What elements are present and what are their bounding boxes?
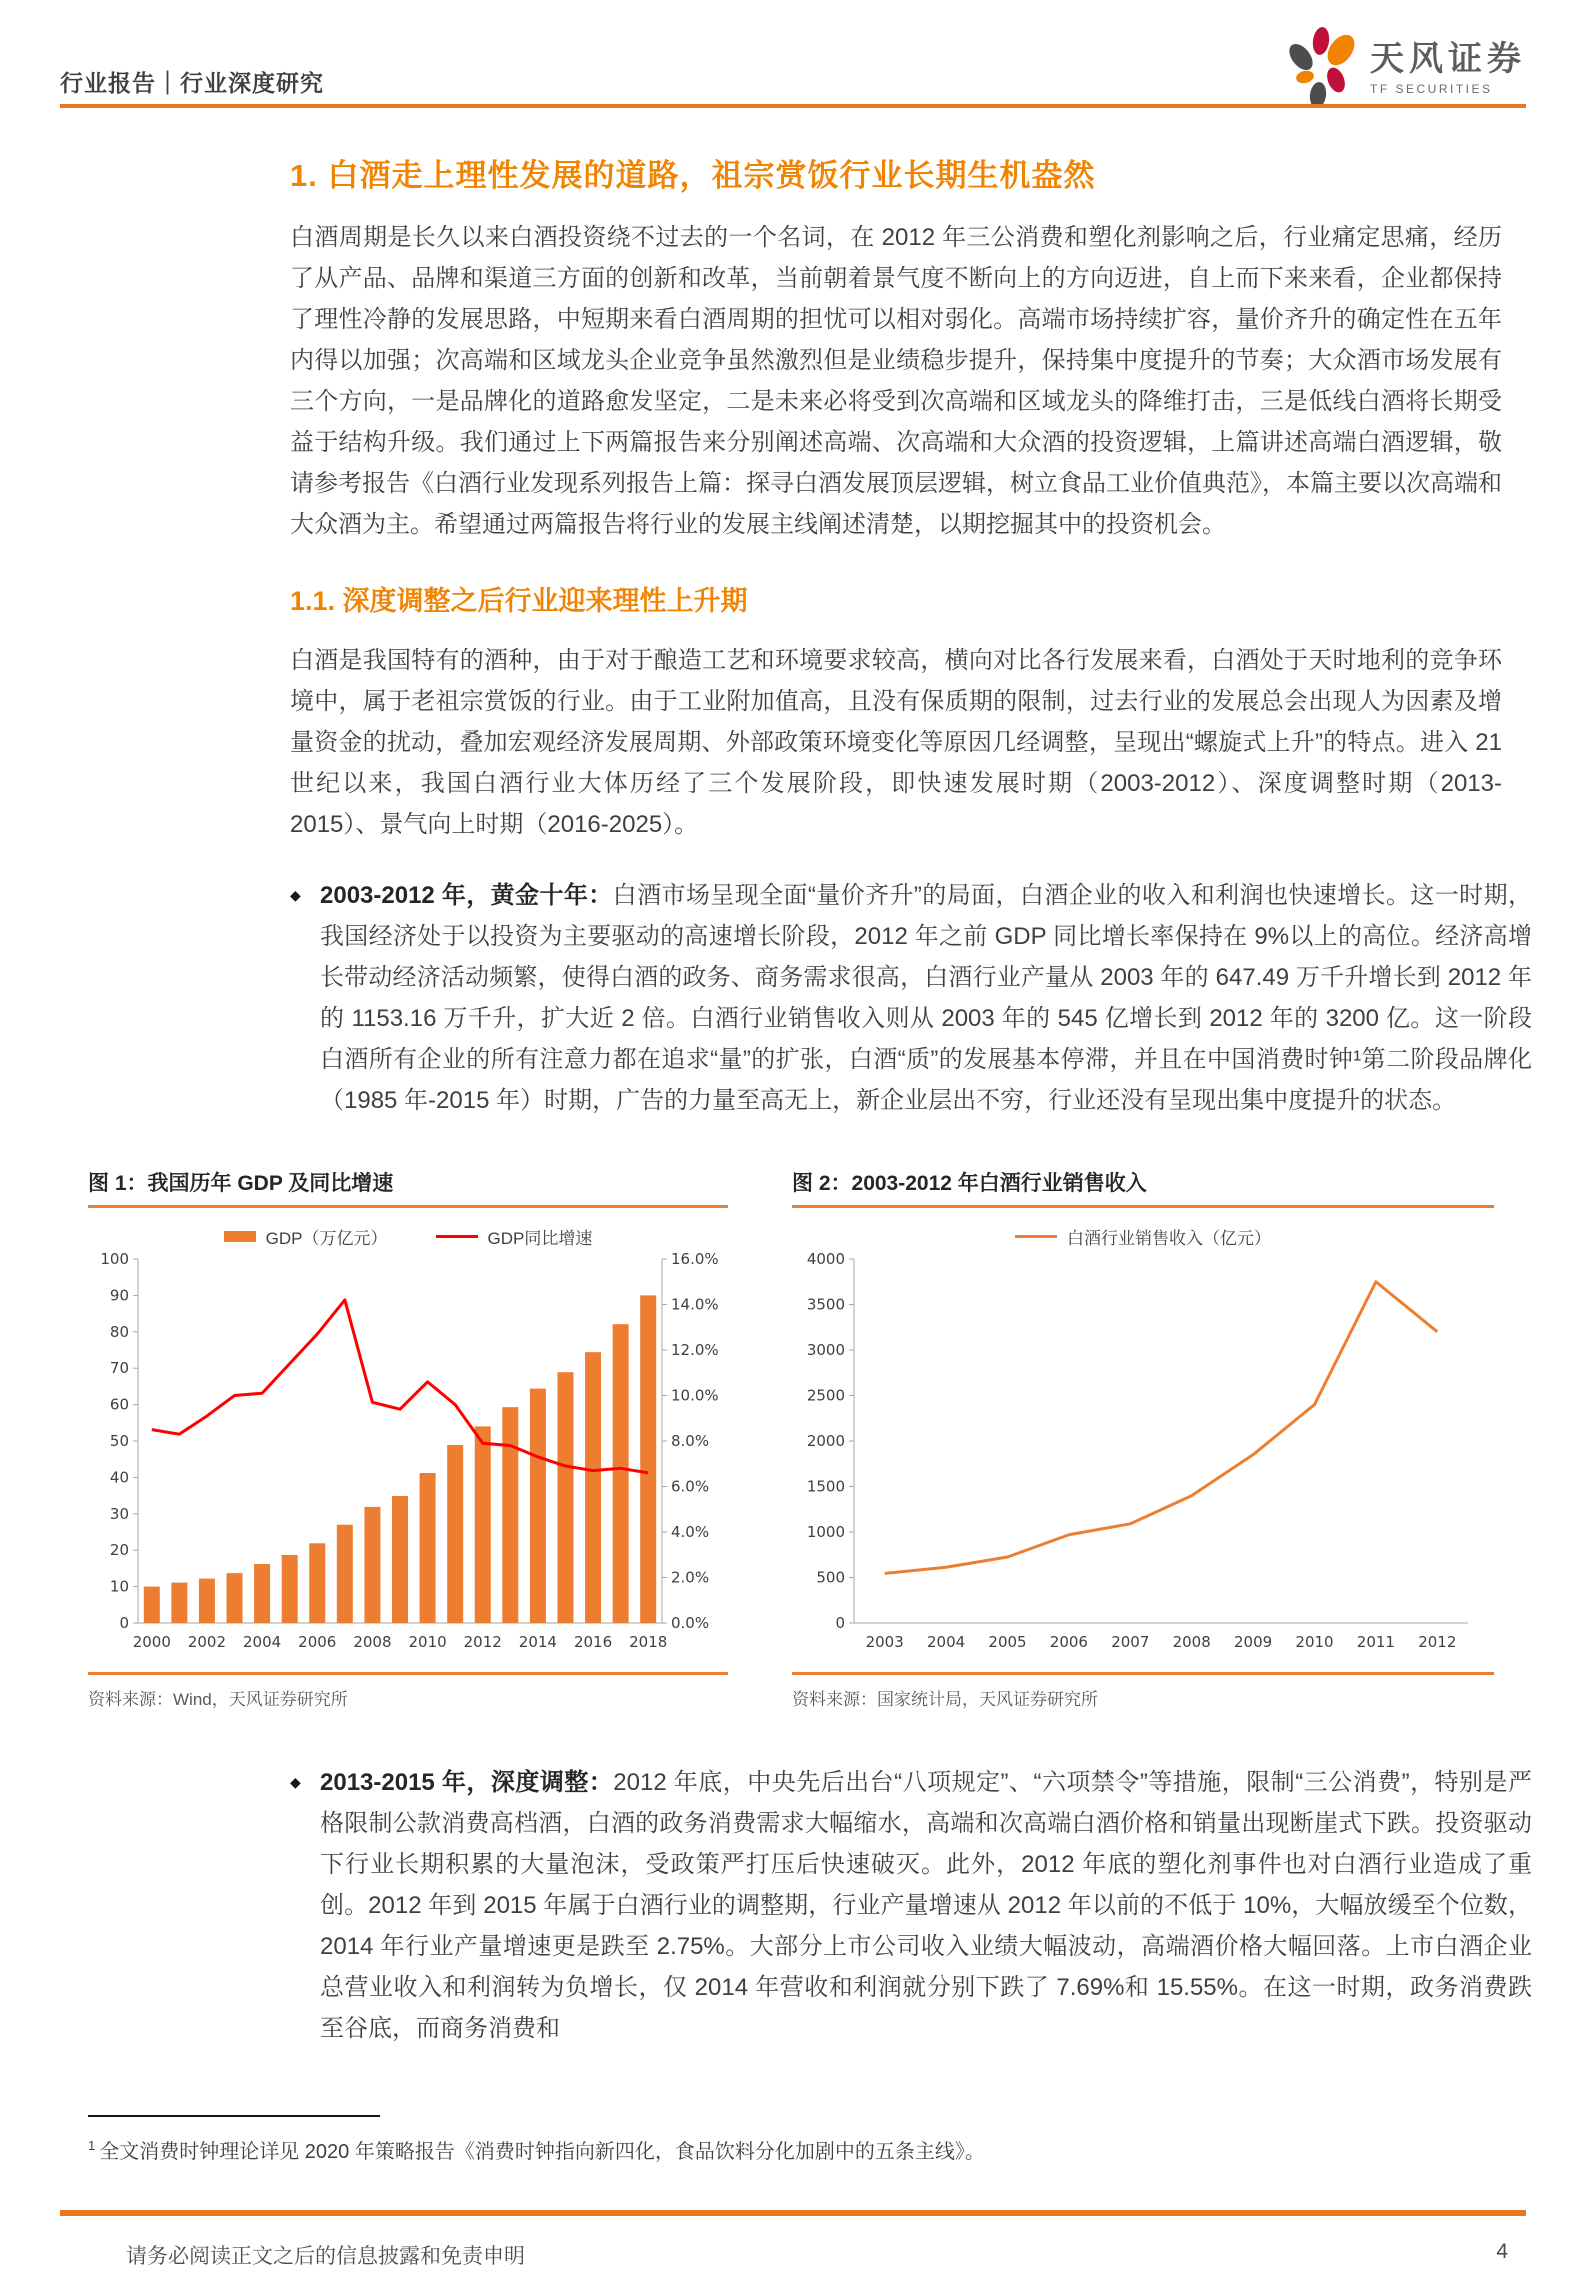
svg-text:0.0%: 0.0% xyxy=(671,1614,710,1632)
logo-text xyxy=(1370,31,1526,96)
svg-text:40: 40 xyxy=(109,1468,129,1487)
svg-text:70: 70 xyxy=(109,1359,129,1378)
svg-text:60: 60 xyxy=(109,1395,129,1414)
baijiu-revenue-line-chart xyxy=(792,1251,1494,1659)
svg-text:1000: 1000 xyxy=(806,1523,845,1541)
svg-text:2.0%: 2.0% xyxy=(671,1568,710,1587)
svg-text:2005: 2005 xyxy=(988,1633,1027,1651)
svg-text:10.0%: 10.0% xyxy=(671,1386,719,1405)
figure-baijiu-legend xyxy=(792,1224,1494,1249)
diamond-bullet-icon: ◆ xyxy=(290,887,301,903)
svg-text:0: 0 xyxy=(835,1614,845,1632)
svg-text:100: 100 xyxy=(100,1251,129,1268)
svg-text:2012: 2012 xyxy=(1418,1633,1457,1651)
figure-bottom-rule xyxy=(88,1672,728,1675)
svg-text:3000: 3000 xyxy=(806,1341,845,1359)
svg-text:2009: 2009 xyxy=(1234,1633,1273,1651)
footnote-text: 全文消费时钟理论详见 2020 年策略报告《消费时钟指向新四化，食品饮料分化加剧中的五条主线》。 xyxy=(99,2141,985,2163)
breadcrumb: 行业报告｜行业深度研究 xyxy=(60,70,324,96)
figure-gdp-source: 资料来源：Wind，天风证券研究所 xyxy=(88,1690,348,1709)
svg-text:8.0%: 8.0% xyxy=(671,1432,710,1450)
footer-row xyxy=(126,2240,1508,2270)
report-body xyxy=(60,150,1532,2049)
page-footer xyxy=(60,2210,1526,2270)
svg-text:4000: 4000 xyxy=(806,1251,845,1268)
figure-baijiu-source: 资料来源：国家统计局，天风证券研究所 xyxy=(792,1690,1098,1709)
svg-text:2008: 2008 xyxy=(1172,1633,1211,1651)
page-number: 4 xyxy=(1496,2240,1508,2263)
svg-text:2006: 2006 xyxy=(298,1633,337,1651)
svg-text:0: 0 xyxy=(119,1614,129,1632)
figure-baijiu-title: 图 2：2003-2012 年白酒行业销售收入 xyxy=(792,1172,1147,1195)
header-divider xyxy=(60,104,1526,108)
svg-text:2000: 2000 xyxy=(132,1633,171,1651)
figure-gdp xyxy=(88,1167,728,1710)
bullet-deep-adjustment-text xyxy=(320,1762,1532,2049)
gdp-growth-legend-swatch xyxy=(436,1235,478,1238)
figure-title-rule xyxy=(88,1205,728,1208)
footer-divider xyxy=(60,2210,1526,2216)
svg-text:2003: 2003 xyxy=(865,1633,904,1651)
svg-text:500: 500 xyxy=(816,1568,845,1587)
bullet-lead: 2013-2015 年，深度调整： xyxy=(320,1769,614,1796)
svg-text:2007: 2007 xyxy=(1111,1633,1150,1651)
svg-text:2010: 2010 xyxy=(408,1633,447,1651)
svg-text:6.0%: 6.0% xyxy=(671,1477,710,1496)
svg-text:2010: 2010 xyxy=(1295,1633,1334,1651)
svg-text:2002: 2002 xyxy=(187,1633,227,1651)
revenue-line-legend-swatch xyxy=(1015,1235,1057,1238)
bullet-deep-adjustment xyxy=(290,1762,1532,2049)
svg-text:2004: 2004 xyxy=(243,1633,282,1651)
bullet-golden-decade-text xyxy=(320,875,1532,1121)
svg-text:90: 90 xyxy=(109,1286,129,1305)
svg-text:4.0%: 4.0% xyxy=(671,1523,710,1541)
bullet-golden-decade xyxy=(290,875,1532,1121)
gdp-bar-legend-label: GDP（万亿元） xyxy=(265,1229,388,1248)
figure-gdp-title: 图 1：我国历年 GDP 及同比增速 xyxy=(88,1172,394,1195)
gdp-growth-legend-label: GDP同比增速 xyxy=(487,1229,593,1248)
svg-text:2016: 2016 xyxy=(573,1633,613,1651)
footnote-marker: 1 xyxy=(88,2138,96,2154)
svg-text:2000: 2000 xyxy=(806,1432,845,1450)
svg-text:16.0%: 16.0% xyxy=(671,1251,719,1268)
footer-disclaimer: 请务必阅读正文之后的信息披露和免责申明 xyxy=(126,2245,525,2268)
figure-title-rule xyxy=(792,1205,1494,1208)
svg-text:2012: 2012 xyxy=(463,1633,502,1651)
footnote xyxy=(88,2135,1526,2164)
footnote-divider xyxy=(88,2115,380,2117)
svg-text:2500: 2500 xyxy=(806,1386,845,1405)
gdp-combo-chart xyxy=(88,1251,728,1659)
svg-text:3500: 3500 xyxy=(806,1295,845,1314)
svg-text:12.0%: 12.0% xyxy=(671,1341,719,1359)
figure-baijiu-revenue xyxy=(792,1167,1494,1710)
figures-row xyxy=(88,1167,1526,1710)
figure-gdp-legend xyxy=(88,1224,728,1249)
paragraph-overview: 白酒是我国特有的酒种，由于对于酿造工艺和环境要求较高，横向对比各行发展来看，白酒处于天时地利的竞争环境中，属于老祖宗赏饭的行业。由于工业附加值高，且没有保质期的限制，过去行业的发展总会出现人为因素及增量资金的扰动，叠加宏观经济发展周期、外部政策环境变化等原因几经调整，呈现出“螺旋式上升”的特点。进入 21 世纪以来，我国白酒行业大体历经了三个发展阶段，即快速发展时期（2003-2012）、深度调整时期（2013-2015）、景气向上时期（2016-2025）。 xyxy=(290,647,1502,838)
svg-text:2006: 2006 xyxy=(1049,1633,1088,1651)
svg-text:2011: 2011 xyxy=(1356,1633,1395,1651)
paragraph-intro: 白酒周期是长久以来白酒投资绕不过去的一个名词，在 2012 年三公消费和塑化剂影响之后，行业痛定思痛，经历了从产品、品牌和渠道三方面的创新和改革，当前朝着景气度不断向上的方向迈进，自上而下来来看，企业都保持了理性冷静的发展思路，中短期来看白酒周期的担忧可以相对弱化。高端市场持续扩容，量价齐升的确定性在五年内得以加强；次高端和区域龙头企业竞争虽然激烈但是业绩稳步提升，保持集中度提升的节奏；大众酒市场发展有三个方向，一是品牌化的道路愈发坚定，二是未来必将受到次高端和区域龙头的降维打击，三是低线白酒将长期受益于结构升级。我们通过上下两篇报告来分别阐述高端、次高端和大众酒的投资逻辑，上篇讲述高端白酒逻辑，敬请参考报告《白酒行业发现系列报告上篇：探寻白酒发展顶层逻辑，树立食品工业价值典范》，本篇主要以次高端和大众酒为主。希望通过两篇报告将行业的发展主线阐述清楚，以期挖掘其中的投资机会。 xyxy=(290,224,1502,538)
figure-bottom-rule xyxy=(792,1672,1494,1675)
subsection-title: 1.1. 深度调整之后行业迎来理性上升期 xyxy=(290,586,748,616)
svg-text:2008: 2008 xyxy=(353,1633,392,1651)
page-header xyxy=(60,0,1526,104)
gdp-bar-legend-swatch xyxy=(224,1231,256,1242)
logo-subtitle: TF SECURITIES xyxy=(1370,81,1493,96)
svg-text:2018: 2018 xyxy=(629,1633,668,1651)
bullet-body: 白酒市场呈现全面“量价齐升”的局面，白酒企业的收入和利润也快速增长。这一时期，我国经济处于以投资为主要驱动的高速增长阶段，2012 年之前 GDP 同比增长率保持在 9%以上的高位。经济高增长带动经济活动频繁，使得白酒的政务、商务需求很高，白酒行业产量从 2003 年的 647.49 万千升增长到 2012 年的 1153.16 万千升，扩大近 2 倍。白酒行业销售收入则从 2003 年的 545 亿增长到 2012 年的 3200 亿。这一阶段白酒所有企业的所有注意力都在追求“量”的扩张，白酒“质”的发展基本停滞，并且在中国消费时钟¹第二阶段品牌化（1985 年-2015 年）时期，广告的力量至高无上，新企业层出不穷，行业还没有呈现出集中度提升的状态。 xyxy=(320,882,1532,1114)
bullet-body: 2012 年底，中央先后出台“八项规定”、“六项禁令”等措施，限制“三公消费”，特别是严格限制公款消费高档酒，白酒的政务消费需求大幅缩水，高端和次高端白酒价格和销量出现断崖式下跌。投资驱动下行业长期积累的大量泡沫，受政策严打压后快速破灭。此外，2012 年底的塑化剂事件也对白酒行业造成了重创。2012 年到 2015 年属于白酒行业的调整期，行业产量增速从 2012 年以前的不低于 10%，大幅放缓至个位数，2014 年行业产量增速更是跌至 2.75%。大部分上市公司收入业绩大幅波动，高端酒价格大幅回落。上市白酒企业总营业收入和利润转为负增长，仅 2014 年营收和利润就分别下跌了 7.69%和 15.55%。在这一时期，政务消费跌至谷底，而商务消费和 xyxy=(320,1769,1532,2042)
bullet-lead: 2003-2012 年，黄金十年： xyxy=(320,882,613,909)
svg-text:80: 80 xyxy=(109,1322,129,1341)
revenue-line-legend-label: 白酒行业销售收入（亿元） xyxy=(1067,1229,1271,1248)
svg-text:30: 30 xyxy=(109,1504,129,1523)
svg-text:10: 10 xyxy=(109,1577,129,1596)
svg-text:2004: 2004 xyxy=(927,1633,966,1651)
svg-text:14.0%: 14.0% xyxy=(671,1295,719,1314)
tf-securities-logo-icon xyxy=(1288,22,1358,104)
logo-title: 天风证券 xyxy=(1370,39,1526,78)
section-title: 1. 白酒走上理性发展的道路，祖宗赏饭行业长期生机盎然 xyxy=(290,158,1096,193)
svg-text:1500: 1500 xyxy=(806,1477,845,1496)
svg-text:50: 50 xyxy=(109,1432,129,1450)
svg-text:2014: 2014 xyxy=(518,1633,557,1651)
diamond-bullet-icon: ◆ xyxy=(290,1774,301,1790)
company-logo xyxy=(1288,22,1526,104)
svg-text:20: 20 xyxy=(109,1541,129,1560)
